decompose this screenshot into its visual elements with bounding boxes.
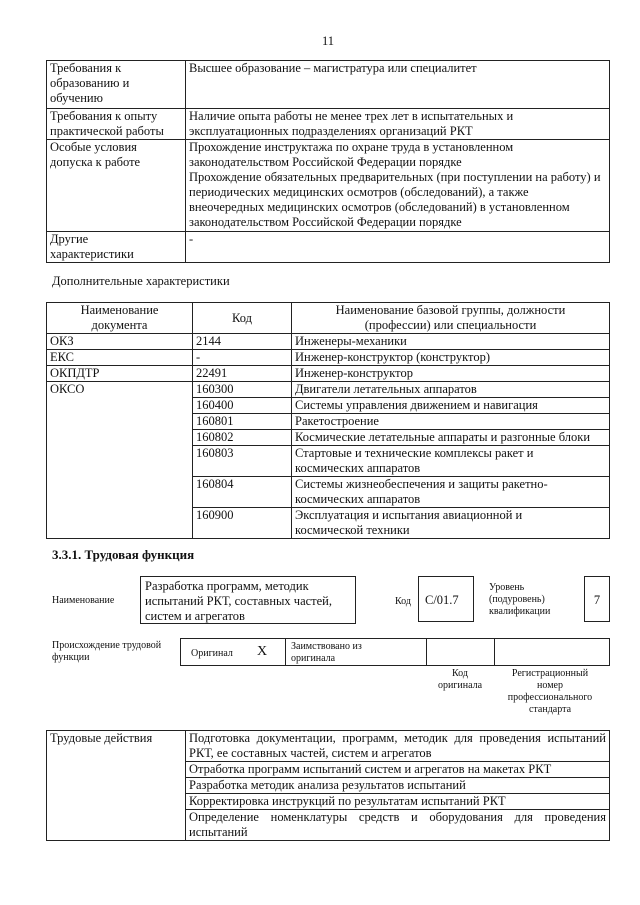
code-cell: 22491 — [193, 366, 292, 382]
action-item: Определение номенклатуры средств и оборудования для проведения испытаний — [186, 810, 610, 841]
name-cell: Инженер-конструктор (конструктор) — [292, 350, 610, 366]
header-row — [47, 303, 610, 334]
level-value: 7 — [584, 576, 610, 622]
code-cell: 160803 — [193, 446, 292, 477]
table-row — [47, 334, 610, 350]
name-cell: Эксплуатация и испытания авиационной и космической техники — [292, 508, 610, 539]
code-cell: 160804 — [193, 477, 292, 508]
row-value: Высшее образование – магистратура или специалитет — [186, 61, 610, 109]
doc-cell: ОКПДТР — [47, 366, 193, 382]
code-cell: - — [193, 350, 292, 366]
code-value: C/01.7 — [418, 576, 474, 622]
row-value — [186, 140, 610, 232]
name-cell: Инженеры-механики — [292, 334, 610, 350]
action-item: Отработка программ испытаний систем и агрегатов на макетах РКТ — [186, 762, 610, 778]
table-row — [47, 232, 610, 263]
header-code: Код — [193, 303, 292, 334]
origin-box — [180, 638, 610, 666]
action-item: Разработка методик анализа результатов испытаний — [186, 778, 610, 794]
level-label: Уровень (подуровень) квалификации — [489, 582, 551, 617]
code-cell: 160400 — [193, 398, 292, 414]
name-cell: Системы жизнеобеспечения и защиты ракетно-космических аппаратов — [292, 477, 610, 508]
name-cell: Космические летательные аппараты и разгонные блоки — [292, 430, 610, 446]
table-row — [47, 350, 610, 366]
table-row — [47, 140, 610, 232]
row-value: Наличие опыта работы не менее трех лет в испытательных и эксплуатационных подразделениях организаций РКТ — [186, 109, 610, 140]
name-cell: Стартовые и технические комплексы ракет и космических аппаратов — [292, 446, 610, 477]
divider — [426, 639, 427, 666]
original-label: Оригинал — [191, 648, 233, 659]
code-cell: 160801 — [193, 414, 292, 430]
additional-table — [46, 302, 610, 539]
table-row — [47, 382, 610, 398]
action-item: Корректировка инструкций по результатам испытаний РКТ — [186, 794, 610, 810]
row-label: Другие характеристики — [47, 232, 186, 263]
name-value: Разработка программ, методик испытаний РКТ, составных частей, систем и агрегатов — [140, 576, 356, 624]
divider — [285, 639, 286, 666]
table-row — [47, 109, 610, 140]
page-number: 11 — [322, 34, 335, 48]
name-cell: Системы управления движением и навигация — [292, 398, 610, 414]
function-heading: 3.3.1. Трудовая функция — [52, 547, 195, 562]
table-row — [47, 61, 610, 109]
section-title: Дополнительные характеристики — [52, 274, 230, 288]
doc-cell: ЕКС — [47, 350, 193, 366]
doc-cell: ОКЗ — [47, 334, 193, 350]
table-row — [47, 366, 610, 382]
value-paragraph: Прохождение инструктажа по охране труда в установленном законодательством Российской Федерации порядке — [189, 140, 514, 169]
code-cell: 2144 — [193, 334, 292, 350]
original-mark: X — [257, 644, 268, 659]
code-cell: 160900 — [193, 508, 292, 539]
code-label: Код — [395, 596, 411, 607]
orig-code-caption: Код оригинала — [437, 668, 483, 691]
requirements-table — [46, 60, 610, 263]
name-cell: Инженер-конструктор — [292, 366, 610, 382]
header-doc: Наименование документа — [47, 303, 193, 334]
row-label: Требования к образованию и обучению — [47, 61, 186, 109]
actions-table — [46, 730, 610, 841]
value-paragraph: Прохождение обязательных предварительных (при поступлении на работу) и периодических медицинских осмотров (обследований), а также внеочередных медицинских осмотров (обследований) в установленном законодательством Российской Федерации порядке — [189, 170, 601, 229]
code-cell: 160802 — [193, 430, 292, 446]
divider — [494, 639, 495, 666]
row-value: - — [186, 232, 610, 263]
code-cell: 160300 — [193, 382, 292, 398]
action-item: Подготовка документации, программ, методик для проведения испытаний РКТ, ее составных частей, систем и агрегатов — [186, 731, 610, 762]
name-cell: Двигатели летательных аппаратов — [292, 382, 610, 398]
origin-label: Происхождение трудовой функции — [52, 640, 162, 663]
row-label: Особые условия допуска к работе — [47, 140, 186, 232]
name-label: Наименование — [52, 595, 115, 606]
borrowed-label: Заимствовано из оригинала — [291, 641, 362, 664]
header-name: Наименование базовой группы, должности (профессии) или специальности — [292, 303, 610, 334]
name-cell: Ракетостроение — [292, 414, 610, 430]
table-row — [47, 731, 610, 762]
actions-label: Трудовые действия — [47, 731, 186, 841]
row-label: Требования к опыту практической работы — [47, 109, 186, 140]
reg-number-caption: Регистрационный номер профессионального стандарта — [507, 668, 593, 715]
doc-cell: ОКСО — [47, 382, 193, 539]
